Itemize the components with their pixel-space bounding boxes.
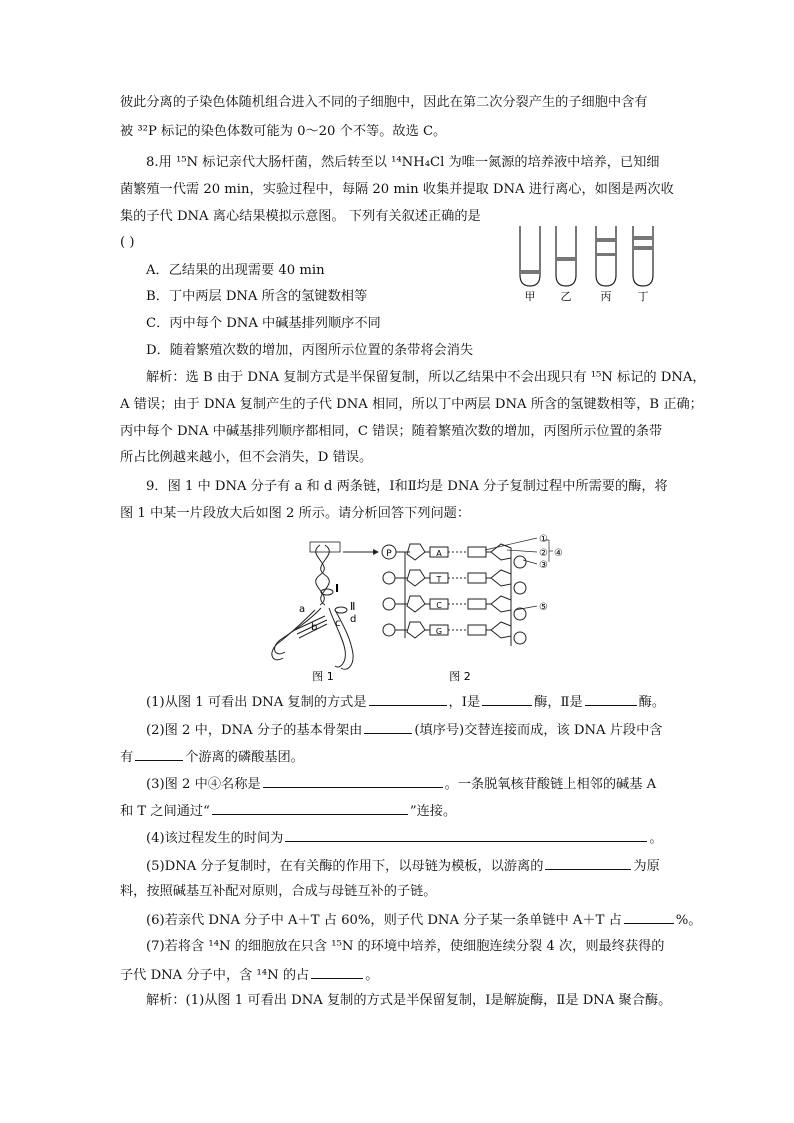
q9-s3-c: 和 T 之间通过“ [120, 804, 210, 819]
q8-line-1: 8.用 ¹⁵N 标记亲代大肠杆菌，然后转至以 ¹⁴NH₄Cl 为唯一氮源的培养液中培养，已知细 [146, 155, 660, 170]
q9-line-2: 图 1 中某一片段放大后如图 2 所示。请分析回答下列问题： [120, 506, 471, 521]
q9-sub-2-cont [120, 746, 304, 768]
q9-s1-blank-3[interactable] [585, 691, 637, 706]
q9-s3-blank-2[interactable] [212, 800, 408, 815]
label-roman-1: Ⅰ [335, 582, 340, 595]
q9-s6-a: (6)若亲代 DNA 分子中 A＋T 占 60%，则子代 DNA 分子某一条单链中 A＋T 占 [146, 913, 622, 928]
q9-s2-b: (填序号)交替连接而成，该 DNA 片段中含 [414, 723, 663, 738]
q9-s4-a: (4)该过程发生的时间为 [146, 831, 284, 846]
q8-option-d: D．随着繁殖次数的增加，丙图所示位置的条带将会消失 [146, 343, 474, 358]
q9-s7-c: 。 [365, 968, 379, 983]
centrifuge-tubes-figure [510, 220, 670, 305]
tube-band-ding-light [633, 236, 653, 240]
fig1-caption: 图 1 [312, 670, 334, 683]
fig2-caption: 图 2 [449, 670, 471, 683]
q9-s3-d: ”连接。 [409, 804, 457, 819]
q9-s6-blank[interactable] [624, 909, 674, 924]
q9-sub-5 [146, 855, 660, 877]
q9-sub-4 [146, 827, 663, 849]
q9-sub-6 [146, 909, 701, 931]
q9-s2-blank-2[interactable] [135, 746, 183, 761]
q8-analysis-4: 所占比例越来越小，但不会消失，D 错误。 [120, 450, 373, 465]
q9-s7-b: 子代 DNA 分子中，含 ¹⁴N 的占 [120, 968, 310, 983]
fig2-ladder [382, 544, 526, 646]
callout-5: ⑤ [539, 602, 548, 613]
q9-sub-7: (7)若将含 ¹⁴N 的细胞放在只含 ¹⁵N 的环境中培养，使细胞连续分裂 4 次，则最终获得的 [146, 939, 665, 954]
intro-line-2: 被 ³²P 标记的染色体数可能为 0～20 个不等。故选 C。 [120, 124, 447, 139]
callout-4: ④ [554, 548, 563, 559]
q9-s1-d: 酶。 [638, 695, 666, 710]
callout-2: ② [539, 548, 548, 559]
q8-answer-paren: ( ) [120, 235, 135, 250]
intro-line-1: 彼此分离的子染色体随机组合进入不同的子细胞中，因此在第二次分裂产生的子细胞中含有 [120, 95, 648, 110]
q9-s3-b: 。一条脱氧核苷酸链上相邻的碱基 A [444, 777, 657, 792]
q9-s4-b: 。 [649, 831, 663, 846]
q8-line-3: 集的子代 DNA 离心结果模拟示意图。 下列有关叙述正确的是 [120, 209, 481, 224]
q9-s5-a: (5)DNA 分子复制时，在有关酶的作用下，以母链为模板，以游离的 [146, 859, 544, 874]
label-strand-a: a [299, 604, 306, 615]
q8-option-a: A．乙结果的出现需要 40 min [146, 263, 325, 278]
tube-label-bing: 丙 [600, 290, 612, 303]
enzyme-polymerase [335, 607, 347, 613]
tube-band-jia-heavy [520, 270, 540, 274]
tube-label-jia: 甲 [524, 290, 536, 303]
q9-s1-blank-1[interactable] [369, 691, 447, 706]
q9-line-1: 9．图 1 中 DNA 分子有 a 和 d 两条链，Ⅰ和Ⅱ均是 DNA 分子复制过程中所需要的酶，将 [146, 479, 668, 494]
q9-s5-blank[interactable] [545, 855, 631, 870]
tube-label-ding: 丁 [637, 290, 649, 303]
q9-sub-1 [146, 691, 665, 713]
q9-s4-blank[interactable] [285, 827, 647, 842]
callout-1: ① [539, 534, 548, 545]
base-label-g: G [435, 627, 443, 636]
q9-sub-7-cont [120, 964, 378, 986]
q8-analysis-3: 丙中每个 DNA 中碱基排列顺序都相同，C 错误；随着繁殖次数的增加，丙图所示位置的条带 [120, 424, 663, 439]
base-label-t: T [436, 575, 442, 584]
q9-s6-b: %。 [675, 913, 702, 928]
q9-s2-blank-1[interactable] [364, 719, 412, 734]
q9-s1-c: 酶，Ⅱ是 [534, 695, 583, 710]
tube-band-bing-light [596, 238, 616, 242]
q8-option-c: C．丙中每个 DNA 中碱基排列顺序不同 [146, 316, 381, 331]
phosphate-label: P [386, 549, 392, 559]
label-strand-c: c [335, 618, 341, 629]
q8-analysis-2: A 错误；由于 DNA 复制产生的子代 DNA 相同，所以丁中两层 DNA 所含的氢键数相等，B 正确； [120, 397, 703, 412]
base-label-a: A [436, 549, 442, 558]
q9-sub-5-cont: 料，按照碱基互补配对原则，合成与母链互补的子链。 [120, 884, 437, 899]
enzyme-helicase [321, 589, 333, 595]
callout-3: ③ [539, 560, 548, 571]
tube-band-ding-middle [633, 246, 653, 250]
tube-band-bing-middle [596, 253, 616, 256]
q9-s1-a: (1)从图 1 可看出 DNA 复制的方式是 [146, 695, 367, 710]
q8-option-b: B．丁中两层 DNA 所含的氢键数相等 [146, 289, 368, 304]
tube-band-yi-middle [556, 257, 576, 261]
q9-s2-d: 个游离的磷酸基团。 [185, 750, 304, 765]
q9-s3-blank-1[interactable] [263, 773, 443, 788]
q9-s2-a: (2)图 2 中，DNA 分子的基本骨架由 [146, 723, 363, 738]
q9-sub-3 [146, 773, 656, 795]
q9-s3-a: (3)图 2 中④名称是 [146, 777, 261, 792]
q8-line-2: 菌繁殖一代需 20 min，实验过程中，每隔 20 min 收集并提取 DNA 进行离心，如图是两次收 [120, 182, 674, 197]
q9-s1-b: ，Ⅰ是 [448, 695, 481, 710]
q9-s5-b: 为原 [633, 859, 660, 874]
dna-replication-figure [255, 530, 585, 685]
q9-analysis: 解析：(1)从图 1 可看出 DNA 复制的方式是半保留复制，Ⅰ是解旋酶，Ⅱ是 DNA 聚合酶。 [146, 993, 672, 1008]
q9-s7-blank[interactable] [311, 964, 363, 979]
label-strand-d: d [350, 614, 357, 625]
q9-sub-3-cont [120, 800, 456, 822]
q9-s2-c: 有 [120, 750, 134, 765]
q8-analysis-1: 解析：选 B 由于 DNA 复制方式是半保留复制，所以乙结果中不会出现只有 ¹⁵N 标记的 DNA， [146, 370, 706, 385]
label-strand-b: b [311, 622, 318, 633]
label-roman-2: Ⅱ [350, 600, 356, 613]
tube-label-yi: 乙 [560, 290, 572, 303]
base-label-c: C [436, 601, 442, 610]
q9-s1-blank-2[interactable] [482, 691, 532, 706]
q9-sub-2 [146, 719, 662, 741]
